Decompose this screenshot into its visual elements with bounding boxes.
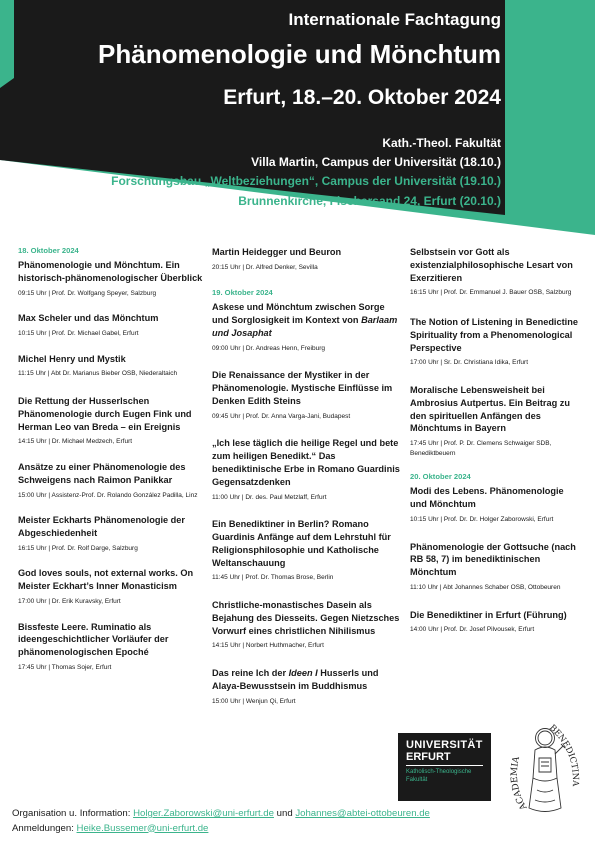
talk-meta: 17:00 Uhr | Sr. Dr. Christiana Idika, Erfurt — [410, 359, 529, 367]
venue-day3: Brunnenkirche, Fischersand 24, Erfurt (20.10.) — [238, 194, 501, 208]
program-column-2 — [212, 246, 400, 717]
email-link-ottobeuren[interactable]: Johannes@abtei-ottobeuren.de — [295, 808, 430, 819]
talk-meta: 14:00 Uhr | Prof. Dr. Josef Pilvousek, Erfurt — [410, 626, 535, 634]
talk-meta: 17:45 Uhr | Prof. P. Dr. Clemens Schwaiger SDB, Benediktbeuern — [410, 440, 552, 457]
talk-entry — [18, 259, 203, 298]
talk-meta: 09:45 Uhr | Prof. Dr. Anna Varga-Jani, Budapest — [212, 412, 351, 420]
program-column-1 — [18, 246, 203, 684]
talk-meta: 14:15 Uhr | Norbert Huthmacher, Erfurt — [212, 642, 324, 650]
program-column-3 — [410, 246, 582, 646]
day-heading: 18. Oktober 2024 — [18, 246, 79, 255]
talk-title: Ansätze zu einer Phänomenologie des Schweigens nach Raimon Panikkar — [18, 461, 186, 485]
talk-meta: 09:00 Uhr | Dr. Andreas Henn, Freiburg — [212, 344, 325, 352]
talk-title-part: Askese und Mönchtum zwischen Sorge und Sorglosigkeit im Kontext von — [212, 302, 385, 326]
talk-title: Martin Heidegger und Beuron — [212, 247, 342, 257]
seal-text-right: BENEDICTINA — [547, 722, 581, 787]
talk-entry — [18, 353, 203, 379]
talk-entry — [212, 369, 400, 421]
talk-meta: 16:15 Uhr | Prof. Dr. Rolf Darge, Salzburg — [18, 544, 138, 552]
talk-entry — [212, 599, 400, 651]
talk-entry — [212, 301, 400, 353]
conference-type: Internationale Fachtagung — [288, 10, 501, 29]
university-logo — [398, 733, 491, 801]
talk-title: God loves souls, not external works. On Meister Eckhart’s Inner Monasticism — [18, 568, 194, 592]
academia-benedictina-seal — [505, 720, 585, 820]
venue-day1: Villa Martin, Campus der Universität (18.10.) — [251, 155, 501, 169]
talk-meta: 15:00 Uhr | Assistenz-Prof. Dr. Rolando González Padilla, Linz — [18, 491, 198, 499]
talk-meta: 11:15 Uhr | Abt Dr. Marianus Bieber OSB, Niederaltaich — [18, 370, 178, 378]
footer-contact — [12, 807, 430, 836]
email-link-zaborowski[interactable]: Holger.Zaborowski@uni-erfurt.de — [133, 808, 274, 819]
talk-meta: 17:45 Uhr | Thomas Sojer, Erfurt — [18, 663, 112, 671]
talk-entry — [410, 541, 582, 593]
page-title: Phänomenologie und Mönchtum — [98, 39, 501, 69]
venue-day2: Forschungsbau „Weltbeziehungen“, Campus der Universität (19.10.) — [111, 174, 501, 188]
talk-meta: 15:00 Uhr | Wenjun Qi, Erfurt — [212, 697, 296, 705]
talk-meta: 10:15 Uhr | Prof. Dr. Dr. Holger Zaborowski, Erfurt — [410, 515, 554, 523]
talk-title: Modi des Lebens. Phänomenologie und Mönchtum — [410, 486, 564, 510]
talk-entry — [18, 461, 203, 500]
talk-title: Meister Eckharts Phänomenologie der Abgeschiedenheit — [18, 515, 185, 538]
talk-title-italic: Ideen I — [288, 667, 318, 678]
talk-entry — [410, 485, 582, 524]
organisation-label: Organisation u. Information: — [12, 808, 134, 819]
talk-title-part: Das reine Ich der — [212, 667, 289, 678]
seal-text-left: ACADEMIA — [509, 755, 530, 812]
talk-entry — [18, 312, 203, 338]
logo-line-faculty: Katholisch-Theologische Fakultät — [406, 769, 472, 783]
talk-title: Michel Henry und Mystik — [18, 353, 126, 364]
talk-meta: 11:00 Uhr | Dr. des. Paul Metzlaff, Erfurt — [212, 493, 327, 501]
conjunction-text: und — [273, 808, 296, 819]
talk-title — [212, 301, 400, 339]
green-corner-accent — [0, 0, 14, 88]
talk-entry — [18, 567, 203, 606]
header-banner — [0, 0, 595, 235]
talk-meta: 11:45 Uhr | Prof. Dr. Thomas Brose, Berlin — [212, 574, 334, 582]
venue-faculty: Kath.-Theol. Fakultät — [382, 136, 501, 150]
registration-line — [12, 822, 430, 837]
talk-title: Bissfeste Leere. Ruminatio als ideengeschichtlicher Vorläufer der phänomenologischen Epoché — [18, 621, 169, 658]
talk-title-part: Husserls und Alaya-Bewusstsein im Buddhismus — [212, 667, 379, 691]
talk-title: Die Benediktiner in Erfurt (Führung) — [410, 609, 567, 620]
registration-label: Anmeldungen: — [12, 822, 77, 834]
talk-meta: 14:15 Uhr | Dr. Michael Medzech, Erfurt — [18, 438, 133, 446]
talk-title: Max Scheler und das Mönchtum — [18, 313, 159, 324]
talk-title: Phänomenologie und Mönchtum. Ein historisch-phänomenologischer Überblick — [18, 260, 203, 283]
organisation-line — [12, 807, 430, 822]
talk-entry — [410, 609, 582, 635]
talk-title: Die Renaissance der Mystiker in der Phänomenologie. Mystische Einflüsse im Denken Edith Steins — [212, 370, 393, 406]
talk-entry — [212, 518, 400, 583]
talk-meta: 20:15 Uhr | Dr. Alfred Denker, Sevilla — [212, 263, 318, 271]
talk-entry — [212, 246, 400, 272]
talk-meta: 11:10 Uhr | Abt Johannes Schaber OSB, Ottobeuren — [410, 583, 561, 591]
talk-title — [212, 667, 384, 693]
talk-title: The Notion of Listening in Benedictine Spirituality from a Phenomenological Perspective — [410, 316, 578, 353]
talk-entry — [212, 667, 384, 706]
conference-dates: Erfurt, 18.–20. Oktober 2024 — [223, 86, 501, 109]
talk-entry — [410, 384, 582, 458]
talk-entry — [410, 316, 582, 368]
logo-line-university: UNIVERSITÄT — [406, 739, 483, 751]
talk-entry — [410, 246, 582, 298]
talk-title: Christliche-monastisches Dasein als Bejahung des Diesseits. Gegen Nietzsches Vorwurf eines christlichen Nihilismus — [212, 599, 400, 636]
talk-title: Selbstsein vor Gott als existenzialphilosophische Lesart von Exerzitieren — [410, 247, 573, 283]
talk-meta: 16:15 Uhr | Prof. Dr. Emmanuel J. Bauer OSB, Salzburg — [410, 289, 572, 297]
talk-meta: 17:00 Uhr | Dr. Erik Kuravsky, Erfurt — [18, 597, 121, 605]
talk-title: Die Rettung der Husserlschen Phänomenologie durch Eugen Fink und Herman Leo van Breda – ein Ereignis — [18, 395, 192, 432]
day-heading: 20. Oktober 2024 — [410, 472, 471, 482]
talk-entry — [18, 514, 203, 553]
talk-title: Moralische Lebensweisheit bei Ambrosius Autpertus. Ein Beitrag zu den spirituellen Anfängen des Mönchtums in Bayern — [410, 384, 570, 434]
talk-title-italic: Barlaam und Josaphat — [212, 315, 398, 338]
talk-meta: 09:15 Uhr | Prof. Dr. Wolfgang Speyer, Salzburg — [18, 289, 157, 297]
email-link-bussemer[interactable]: Heike.Bussemer@uni-erfurt.de — [76, 822, 209, 834]
talk-entry — [18, 395, 203, 447]
talk-title: Ein Benediktiner in Berlin? Romano Guardinis Anfänge auf dem Lehrstuhl für Religionsphilosophie und Katholische Weltanschauung — [212, 519, 391, 568]
day-heading: 19. Oktober 2024 — [212, 288, 273, 298]
logo-line-erfurt: ERFURT — [406, 751, 483, 766]
talk-title: Phänomenologie der Gottsuche (nach RB 58, 7) im benediktinischen Mönchtum — [410, 541, 576, 578]
talk-entry — [18, 621, 203, 673]
talk-title: „Ich lese täglich die heilige Regel und bete zum heiligen Benedikt.“ Das benediktinische Erbe in Romano Guardinis Gegensatzdenken — [212, 438, 400, 487]
talk-meta: 10:15 Uhr | Prof. Dr. Michael Gabel, Erfurt — [18, 329, 139, 337]
talk-entry — [212, 437, 400, 502]
